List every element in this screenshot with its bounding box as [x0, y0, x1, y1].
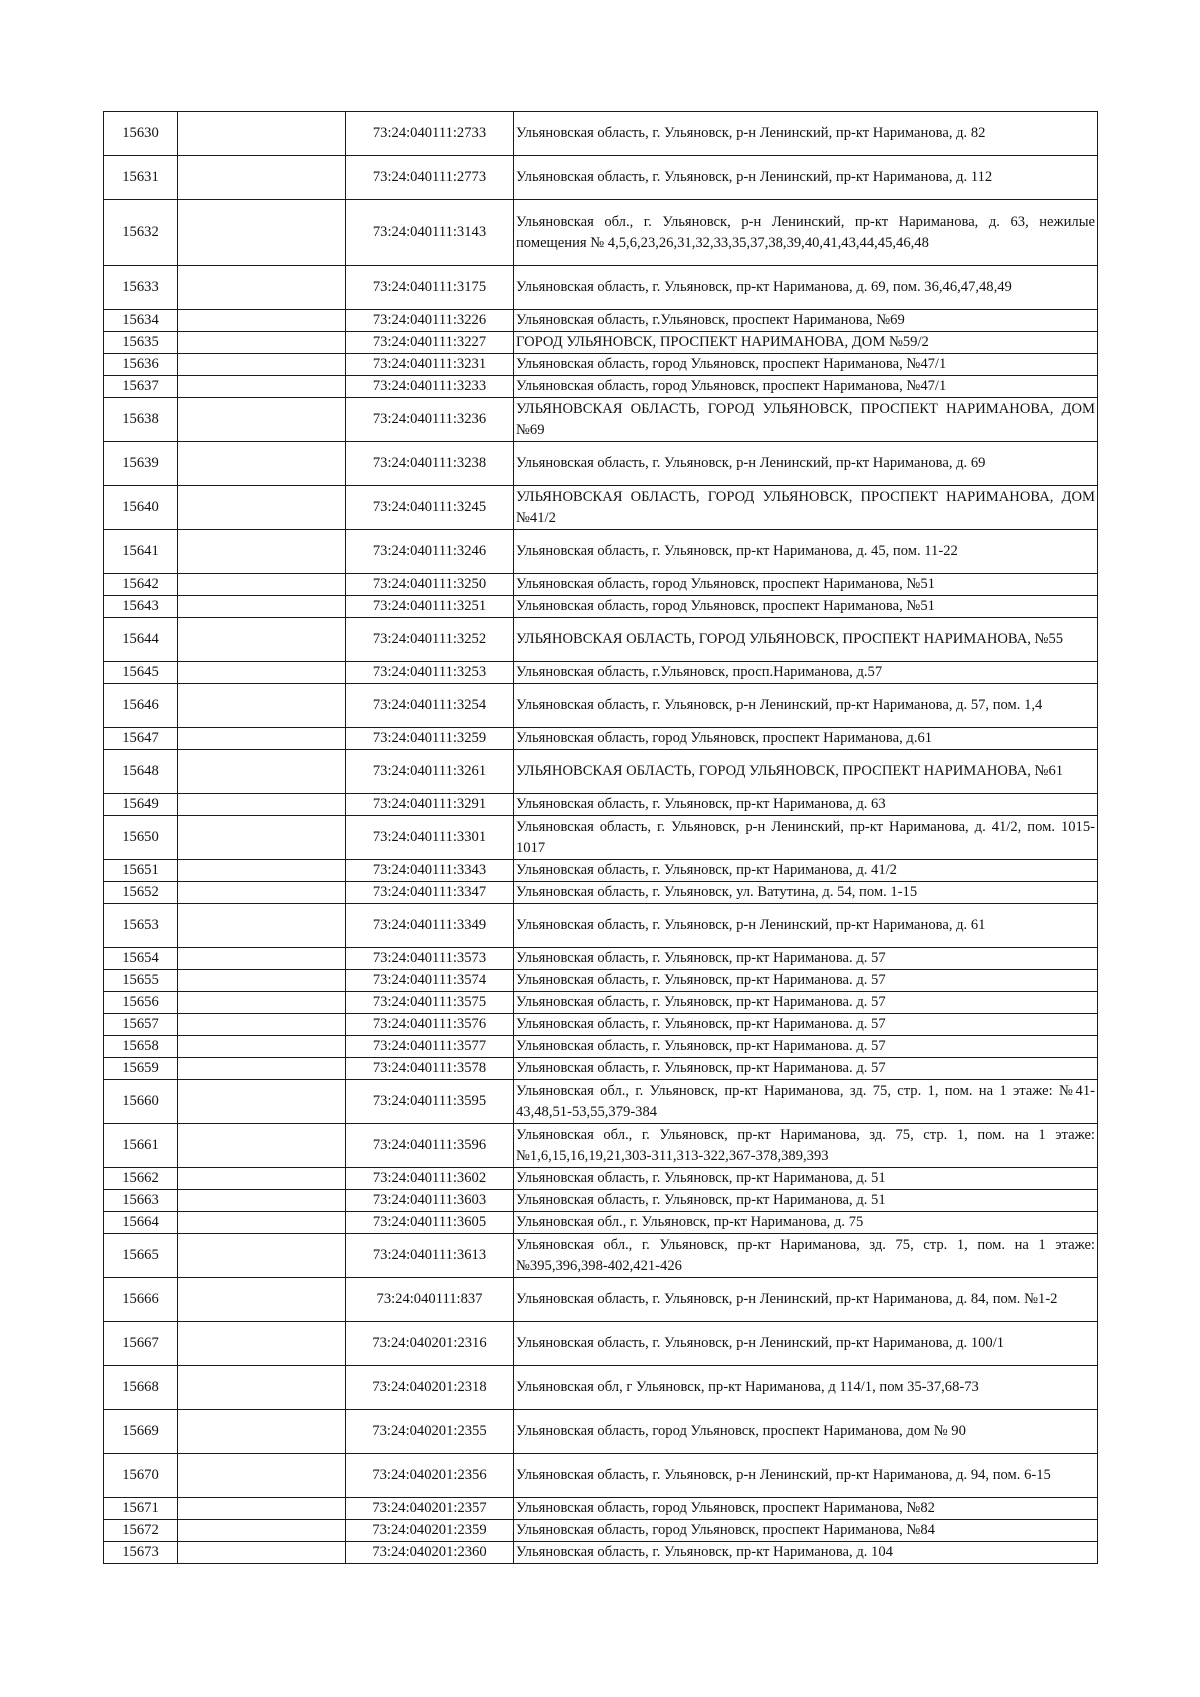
empty-cell	[178, 684, 346, 728]
table-row	[104, 992, 1098, 1014]
cadastral-number-cell: 73:24:040111:3252	[346, 618, 514, 662]
row-number-cell: 15642	[104, 574, 178, 596]
cadastral-number-cell: 73:24:040111:3238	[346, 442, 514, 486]
empty-cell	[178, 1542, 346, 1564]
table-row	[104, 1212, 1098, 1234]
empty-cell	[178, 1080, 346, 1124]
address-cell: УЛЬЯНОВСКАЯ ОБЛАСТЬ, ГОРОД УЛЬЯНОВСК, ПРОСПЕКТ НАРИМАНОВА, ДОМ №69	[514, 398, 1098, 442]
empty-cell	[178, 816, 346, 860]
address-cell: УЛЬЯНОВСКАЯ ОБЛАСТЬ, ГОРОД УЛЬЯНОВСК, ПРОСПЕКТ НАРИМАНОВА, ДОМ №41/2	[514, 486, 1098, 530]
address-cell: Ульяновская обл., г. Ульяновск, пр-кт Нариманова, д. 75	[514, 1212, 1098, 1234]
cadastral-number-cell: 73:24:040111:3253	[346, 662, 514, 684]
row-number-cell: 15661	[104, 1124, 178, 1168]
table-row	[104, 310, 1098, 332]
empty-cell	[178, 794, 346, 816]
address-cell: Ульяновская область, г. Ульяновск, пр-кт Нариманова, д. 69, пом. 36,46,47,48,49	[514, 266, 1098, 310]
table-row	[104, 1542, 1098, 1564]
row-number-cell: 15634	[104, 310, 178, 332]
row-number-cell: 15637	[104, 376, 178, 398]
row-number-cell: 15657	[104, 1014, 178, 1036]
address-cell: УЛЬЯНОВСКАЯ ОБЛАСТЬ, ГОРОД УЛЬЯНОВСК, ПРОСПЕКТ НАРИМАНОВА, №61	[514, 750, 1098, 794]
cadastral-number-cell: 73:24:040111:3602	[346, 1168, 514, 1190]
cadastral-number-cell: 73:24:040111:3576	[346, 1014, 514, 1036]
address-cell: Ульяновская область, город Ульяновск, проспект Нариманова, №47/1	[514, 376, 1098, 398]
row-number-cell: 15630	[104, 112, 178, 156]
empty-cell	[178, 310, 346, 332]
cadastral-number-cell: 73:24:040111:3175	[346, 266, 514, 310]
empty-cell	[178, 332, 346, 354]
cadastral-number-cell: 73:24:040111:3245	[346, 486, 514, 530]
row-number-cell: 15643	[104, 596, 178, 618]
table-row	[104, 750, 1098, 794]
cadastral-number-cell: 73:24:040111:3595	[346, 1080, 514, 1124]
address-cell: Ульяновская обл., г. Ульяновск, р-н Ленинский, пр-кт Нариманова, д. 63, нежилые помещения № 4,5,6,23,26,31,32,33,35,37,38,39,40,41,43,44,45,46,48	[514, 200, 1098, 266]
address-cell: Ульяновская область, г. Ульяновск, пр-кт Нариманова. д. 57	[514, 948, 1098, 970]
cadastral-number-cell: 73:24:040111:2733	[346, 112, 514, 156]
address-cell: Ульяновская область, г. Ульяновск, р-н Ленинский, пр-кт Нариманова, д. 112	[514, 156, 1098, 200]
cadastral-number-cell: 73:24:040111:3575	[346, 992, 514, 1014]
empty-cell	[178, 1212, 346, 1234]
cadastral-number-cell: 73:24:040201:2355	[346, 1410, 514, 1454]
empty-cell	[178, 1366, 346, 1410]
row-number-cell: 15654	[104, 948, 178, 970]
cadastral-number-cell: 73:24:040201:2357	[346, 1498, 514, 1520]
table-row	[104, 1080, 1098, 1124]
table-row	[104, 970, 1098, 992]
empty-cell	[178, 200, 346, 266]
empty-cell	[178, 574, 346, 596]
cadastral-number-cell: 73:24:040111:3246	[346, 530, 514, 574]
row-number-cell: 15641	[104, 530, 178, 574]
empty-cell	[178, 376, 346, 398]
cadastral-number-cell: 73:24:040111:3574	[346, 970, 514, 992]
address-cell: Ульяновская область, г. Ульяновск, пр-кт Нариманова. д. 57	[514, 970, 1098, 992]
cadastral-number-cell: 73:24:040111:3596	[346, 1124, 514, 1168]
row-number-cell: 15671	[104, 1498, 178, 1520]
empty-cell	[178, 486, 346, 530]
empty-cell	[178, 442, 346, 486]
table-row	[104, 728, 1098, 750]
empty-cell	[178, 1124, 346, 1168]
row-number-cell: 15665	[104, 1234, 178, 1278]
table-row	[104, 1410, 1098, 1454]
empty-cell	[178, 1168, 346, 1190]
address-cell: УЛЬЯНОВСКАЯ ОБЛАСТЬ, ГОРОД УЛЬЯНОВСК, ПРОСПЕКТ НАРИМАНОВА, №55	[514, 618, 1098, 662]
cadastral-number-cell: 73:24:040201:2356	[346, 1454, 514, 1498]
cadastral-number-cell: 73:24:040111:3573	[346, 948, 514, 970]
table-row	[104, 882, 1098, 904]
cadastral-number-cell: 73:24:040111:3605	[346, 1212, 514, 1234]
cadastral-number-cell: 73:24:040111:837	[346, 1278, 514, 1322]
empty-cell	[178, 354, 346, 376]
address-cell: Ульяновская область, город Ульяновск, проспект Нариманова, №82	[514, 1498, 1098, 1520]
row-number-cell: 15668	[104, 1366, 178, 1410]
empty-cell	[178, 992, 346, 1014]
cadastral-number-cell: 73:24:040201:2318	[346, 1366, 514, 1410]
cadastral-number-cell: 73:24:040201:2316	[346, 1322, 514, 1366]
empty-cell	[178, 728, 346, 750]
address-cell: Ульяновская область, г. Ульяновск, пр-кт Нариманова, д. 41/2	[514, 860, 1098, 882]
empty-cell	[178, 112, 346, 156]
address-cell: Ульяновская область, г. Ульяновск, пр-кт Нариманова, д. 51	[514, 1168, 1098, 1190]
address-cell: Ульяновская область, г.Ульяновск, просп.Нариманова, д.57	[514, 662, 1098, 684]
cadastral-number-cell: 73:24:040111:3250	[346, 574, 514, 596]
address-cell: Ульяновская обл., г. Ульяновск, пр-кт Нариманова, зд. 75, стр. 1, пом. на 1 этаже: №395,396,398-402,421-426	[514, 1234, 1098, 1278]
address-cell: Ульяновская область, г. Ульяновск, р-н Ленинский, пр-кт Нариманова, д. 100/1	[514, 1322, 1098, 1366]
row-number-cell: 15647	[104, 728, 178, 750]
address-cell: Ульяновская область, г. Ульяновск, пр-кт Нариманова, д. 63	[514, 794, 1098, 816]
table-row	[104, 112, 1098, 156]
empty-cell	[178, 662, 346, 684]
empty-cell	[178, 1520, 346, 1542]
table-row	[104, 398, 1098, 442]
empty-cell	[178, 1234, 346, 1278]
cadastral-number-cell: 73:24:040111:3603	[346, 1190, 514, 1212]
address-cell: Ульяновская область, г. Ульяновск, ул. Ватутина, д. 54, пом. 1-15	[514, 882, 1098, 904]
row-number-cell: 15650	[104, 816, 178, 860]
row-number-cell: 15646	[104, 684, 178, 728]
address-cell: Ульяновская область, г. Ульяновск, р-н Ленинский, пр-кт Нариманова, д. 61	[514, 904, 1098, 948]
address-cell: Ульяновская область, г. Ульяновск, р-н Ленинский, пр-кт Нариманова, д. 82	[514, 112, 1098, 156]
address-cell: Ульяновская область, г. Ульяновск, пр-кт Нариманова. д. 57	[514, 992, 1098, 1014]
address-cell: Ульяновская область, г. Ульяновск, р-н Ленинский, пр-кт Нариманова, д. 41/2, пом. 1015-1017	[514, 816, 1098, 860]
address-cell: Ульяновская область, г. Ульяновск, пр-кт Нариманова. д. 57	[514, 1014, 1098, 1036]
empty-cell	[178, 398, 346, 442]
table-row	[104, 684, 1098, 728]
cadastral-number-cell: 73:24:040111:3251	[346, 596, 514, 618]
row-number-cell: 15663	[104, 1190, 178, 1212]
address-cell: Ульяновская область, г. Ульяновск, пр-кт Нариманова. д. 57	[514, 1058, 1098, 1080]
table-row	[104, 1322, 1098, 1366]
address-cell: Ульяновская область, г. Ульяновск, пр-кт Нариманова. д. 57	[514, 1036, 1098, 1058]
address-cell: Ульяновская область, г. Ульяновск, пр-кт Нариманова, д. 104	[514, 1542, 1098, 1564]
table-row	[104, 442, 1098, 486]
row-number-cell: 15648	[104, 750, 178, 794]
row-number-cell: 15631	[104, 156, 178, 200]
table-row	[104, 486, 1098, 530]
table-row	[104, 1278, 1098, 1322]
table-row	[104, 1454, 1098, 1498]
empty-cell	[178, 1278, 346, 1322]
cadastral-number-cell: 73:24:040111:3291	[346, 794, 514, 816]
cadastral-number-cell: 73:24:040201:2359	[346, 1520, 514, 1542]
row-number-cell: 15655	[104, 970, 178, 992]
row-number-cell: 15640	[104, 486, 178, 530]
row-number-cell: 15638	[104, 398, 178, 442]
row-number-cell: 15639	[104, 442, 178, 486]
row-number-cell: 15635	[104, 332, 178, 354]
cadastral-number-cell: 73:24:040111:3226	[346, 310, 514, 332]
table-row	[104, 1498, 1098, 1520]
table-row	[104, 860, 1098, 882]
address-cell: Ульяновская обл., г. Ульяновск, пр-кт Нариманова, зд. 75, стр. 1, пом. на 1 этаже: №41-43,48,51-53,55,379-384	[514, 1080, 1098, 1124]
table-row	[104, 1124, 1098, 1168]
row-number-cell: 15664	[104, 1212, 178, 1234]
address-cell: Ульяновская область, город Ульяновск, проспект Нариманова, №51	[514, 574, 1098, 596]
row-number-cell: 15632	[104, 200, 178, 266]
row-number-cell: 15666	[104, 1278, 178, 1322]
cadastral-number-cell: 73:24:040111:3343	[346, 860, 514, 882]
cadastral-number-cell: 73:24:040111:3236	[346, 398, 514, 442]
table-row	[104, 816, 1098, 860]
empty-cell	[178, 1322, 346, 1366]
address-cell: Ульяновская область, город Ульяновск, проспект Нариманова, дом № 90	[514, 1410, 1098, 1454]
table-row	[104, 1520, 1098, 1542]
cadastral-number-cell: 73:24:040111:3578	[346, 1058, 514, 1080]
row-number-cell: 15672	[104, 1520, 178, 1542]
row-number-cell: 15649	[104, 794, 178, 816]
table-row	[104, 948, 1098, 970]
empty-cell	[178, 596, 346, 618]
table-row	[104, 376, 1098, 398]
property-registry-table	[103, 111, 1098, 1564]
table-row	[104, 1366, 1098, 1410]
cadastral-number-cell: 73:24:040111:3143	[346, 200, 514, 266]
table-row	[104, 662, 1098, 684]
row-number-cell: 15669	[104, 1410, 178, 1454]
table-row	[104, 1234, 1098, 1278]
empty-cell	[178, 156, 346, 200]
address-cell: Ульяновская область, г.Ульяновск, проспект Нариманова, №69	[514, 310, 1098, 332]
table-row	[104, 332, 1098, 354]
cadastral-number-cell: 73:24:040111:3227	[346, 332, 514, 354]
table-row	[104, 1190, 1098, 1212]
empty-cell	[178, 1036, 346, 1058]
cadastral-number-cell: 73:24:040111:3347	[346, 882, 514, 904]
cadastral-number-cell: 73:24:040111:3261	[346, 750, 514, 794]
row-number-cell: 15651	[104, 860, 178, 882]
row-number-cell: 15633	[104, 266, 178, 310]
row-number-cell: 15656	[104, 992, 178, 1014]
registry-table-body	[104, 112, 1098, 1564]
empty-cell	[178, 530, 346, 574]
table-row	[104, 596, 1098, 618]
cadastral-number-cell: 73:24:040111:3349	[346, 904, 514, 948]
table-row	[104, 266, 1098, 310]
empty-cell	[178, 882, 346, 904]
cadastral-number-cell: 73:24:040111:3259	[346, 728, 514, 750]
row-number-cell: 15660	[104, 1080, 178, 1124]
empty-cell	[178, 750, 346, 794]
cadastral-number-cell: 73:24:040111:3254	[346, 684, 514, 728]
table-row	[104, 1014, 1098, 1036]
cadastral-number-cell: 73:24:040111:2773	[346, 156, 514, 200]
row-number-cell: 15662	[104, 1168, 178, 1190]
empty-cell	[178, 1410, 346, 1454]
table-row	[104, 618, 1098, 662]
address-cell: Ульяновская область, город Ульяновск, проспект Нариманова, №51	[514, 596, 1098, 618]
address-cell: Ульяновская обл, г Ульяновск, пр-кт Нариманова, д 114/1, пом 35-37,68-73	[514, 1366, 1098, 1410]
table-row	[104, 794, 1098, 816]
empty-cell	[178, 860, 346, 882]
table-row	[104, 156, 1098, 200]
address-cell: Ульяновская область, г. Ульяновск, р-н Ленинский, пр-кт Нариманова, д. 69	[514, 442, 1098, 486]
row-number-cell: 15667	[104, 1322, 178, 1366]
empty-cell	[178, 970, 346, 992]
table-row	[104, 200, 1098, 266]
address-cell: Ульяновская область, г. Ульяновск, р-н Ленинский, пр-кт Нариманова, д. 84, пом. №1-2	[514, 1278, 1098, 1322]
table-row	[104, 904, 1098, 948]
cadastral-number-cell: 73:24:040111:3301	[346, 816, 514, 860]
cadastral-number-cell: 73:24:040201:2360	[346, 1542, 514, 1564]
table-row	[104, 530, 1098, 574]
address-cell: Ульяновская область, г. Ульяновск, пр-кт Нариманова, д. 51	[514, 1190, 1098, 1212]
row-number-cell: 15658	[104, 1036, 178, 1058]
address-cell: Ульяновская область, город Ульяновск, проспект Нариманова, №47/1	[514, 354, 1098, 376]
empty-cell	[178, 1498, 346, 1520]
address-cell: Ульяновская область, г. Ульяновск, р-н Ленинский, пр-кт Нариманова, д. 57, пом. 1,4	[514, 684, 1098, 728]
empty-cell	[178, 1454, 346, 1498]
empty-cell	[178, 904, 346, 948]
empty-cell	[178, 1014, 346, 1036]
cadastral-number-cell: 73:24:040111:3233	[346, 376, 514, 398]
row-number-cell: 15644	[104, 618, 178, 662]
cadastral-number-cell: 73:24:040111:3613	[346, 1234, 514, 1278]
cadastral-number-cell: 73:24:040111:3231	[346, 354, 514, 376]
row-number-cell: 15670	[104, 1454, 178, 1498]
empty-cell	[178, 266, 346, 310]
empty-cell	[178, 1058, 346, 1080]
row-number-cell: 15659	[104, 1058, 178, 1080]
address-cell: Ульяновская область, город Ульяновск, проспект Нариманова, д.61	[514, 728, 1098, 750]
table-row	[104, 1036, 1098, 1058]
table-row	[104, 354, 1098, 376]
row-number-cell: 15673	[104, 1542, 178, 1564]
row-number-cell: 15653	[104, 904, 178, 948]
row-number-cell: 15645	[104, 662, 178, 684]
row-number-cell: 15652	[104, 882, 178, 904]
table-row	[104, 1168, 1098, 1190]
address-cell: Ульяновская область, город Ульяновск, проспект Нариманова, №84	[514, 1520, 1098, 1542]
empty-cell	[178, 1190, 346, 1212]
empty-cell	[178, 618, 346, 662]
address-cell: Ульяновская область, г. Ульяновск, пр-кт Нариманова, д. 45, пом. 11-22	[514, 530, 1098, 574]
row-number-cell: 15636	[104, 354, 178, 376]
table-row	[104, 1058, 1098, 1080]
cadastral-number-cell: 73:24:040111:3577	[346, 1036, 514, 1058]
table-row	[104, 574, 1098, 596]
address-cell: Ульяновская обл., г. Ульяновск, пр-кт Нариманова, зд. 75, стр. 1, пом. на 1 этаже: №1,6,15,16,19,21,303-311,313-322,367-378,389,393	[514, 1124, 1098, 1168]
address-cell: Ульяновская область, г. Ульяновск, р-н Ленинский, пр-кт Нариманова, д. 94, пом. 6-15	[514, 1454, 1098, 1498]
address-cell: ГОРОД УЛЬЯНОВСК, ПРОСПЕКТ НАРИМАНОВА, ДОМ №59/2	[514, 332, 1098, 354]
empty-cell	[178, 948, 346, 970]
